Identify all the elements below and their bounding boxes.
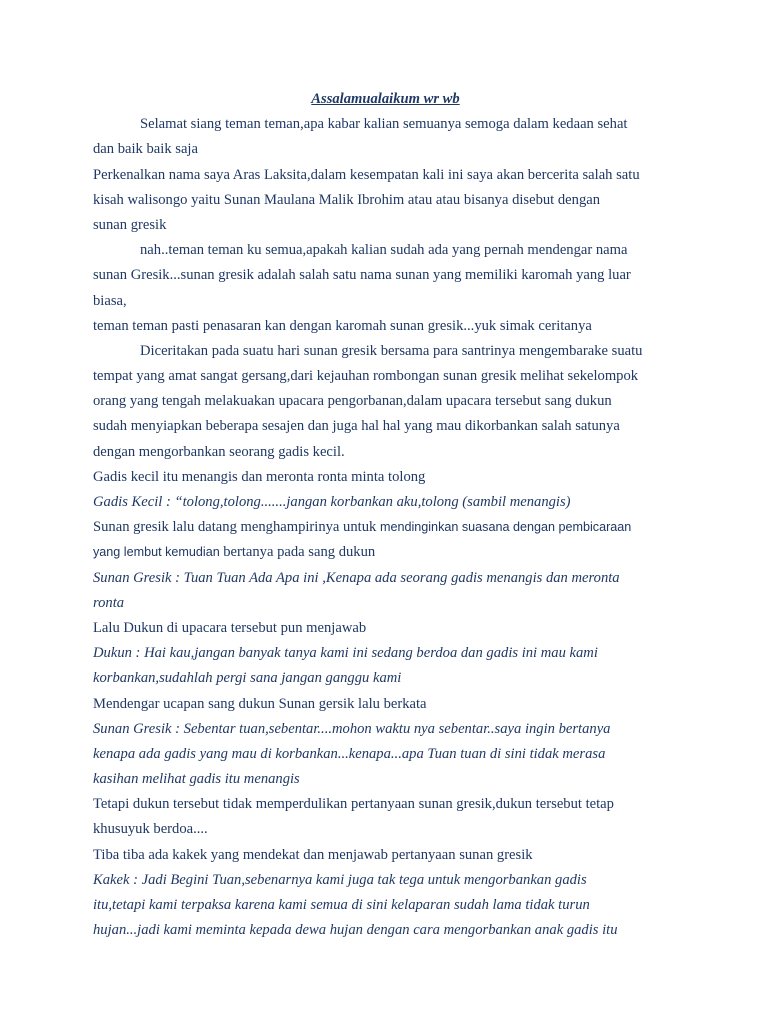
text-line: Diceritakan pada suatu hari sunan gresik bersama para santrinya mengembarake suatu <box>140 342 643 359</box>
text-line: Selamat siang teman teman,apa kabar kalian semuanya semoga dalam kedaan sehat <box>140 116 628 133</box>
text-line: dengan mengorbankan seorang gadis kecil. <box>93 443 345 460</box>
dialogue-line: Sunan Gresik : Tuan Tuan Ada Apa ini ,Kenapa ada seorang gadis menangis dan meronta <box>93 569 620 586</box>
dialogue-line: Kakek : Jadi Begini Tuan,sebenarnya kami juga tak tega untuk mengorbankan gadis <box>93 871 587 888</box>
dialogue-line: ronta <box>93 594 125 611</box>
dialogue-line: Dukun : Hai kau,jangan banyak tanya kami ini sedang berdoa dan gadis ini mau kami <box>93 645 598 662</box>
text-segment: yang lembut kemudian <box>93 545 224 560</box>
text-segment: bertanya pada sang dukun <box>223 544 376 561</box>
dialogue-line: Sunan Gresik : Sebentar tuan,sebentar....mohon waktu nya sebentar..saya ingin bertanya <box>93 720 611 737</box>
text-line: sunan Gresik...sunan gresik adalah salah satu nama sunan yang memiliki karomah yang luar <box>93 267 631 284</box>
dialogue-line: Gadis Kecil : “tolong,tolong.......jangan korbankan aku,tolong (sambil menangis) <box>93 494 571 510</box>
text-line: Perkenalkan nama saya Aras Laksita,dalam kesempatan kali ini saya akan bercerita salah satu <box>93 166 640 183</box>
text-line: biasa, <box>93 292 127 309</box>
text-line <box>93 515 678 540</box>
text-line: Gadis kecil itu menangis dan meronta ronta minta tolong <box>93 468 426 485</box>
text-line: khusuyuk berdoa.... <box>93 821 208 838</box>
text-line: orang yang tengah melakuakan upacara pengorbanan,dalam upacara tersebut sang dukun <box>93 393 612 410</box>
text-line: Mendengar ucapan sang dukun Sunan gersik lalu berkata <box>93 695 427 712</box>
text-line: Tetapi dukun tersebut tidak memperdulikan pertanyaan sunan gresik,dukun tersebut tetap <box>93 796 614 813</box>
text-segment: mendinginkan suasana dengan pembicaraan <box>379 520 632 535</box>
dialogue-line: hujan...jadi kami meminta kepada dewa hujan dengan cara mengorbankan anak gadis itu <box>93 922 618 939</box>
text-line: sunan gresik <box>93 216 167 233</box>
text-line: tempat yang amat sangat gersang,dari kejauhan rombongan sunan gresik melihat sekelompok <box>93 368 639 385</box>
text-line: nah..teman teman ku semua,apakah kalian sudah ada yang pernah mendengar nama <box>140 242 628 259</box>
text-line: Tiba tiba ada kakek yang mendekat dan menjawab pertanyaan sunan gresik <box>93 846 533 863</box>
dialogue-line: kasihan melihat gadis itu menangis <box>93 771 300 788</box>
dialogue-line: korbankan,sudahlah pergi sana jangan ganggu kami <box>93 670 402 687</box>
dialogue-line: kenapa ada gadis yang mau di korbankan...kenapa...apa Tuan tuan di sini tidak merasa <box>93 745 606 762</box>
text-line: Lalu Dukun di upacara tersebut pun menjawab <box>93 619 367 636</box>
text-line: sudah menyiapkan beberapa sesajen dan juga hal hal yang mau dikorbankan salah satunya <box>93 418 620 435</box>
dialogue-line: itu,tetapi kami terpaksa karena kami semua di sini kelaparan sudah lama tidak turun <box>93 897 590 913</box>
document-title: Assalamualaikum wr wb <box>311 91 460 107</box>
text-line: teman teman pasti penasaran kan dengan karomah sunan gresik...yuk simak ceritanya <box>93 317 592 334</box>
text-line: dan baik baik saja <box>93 141 198 158</box>
text-line <box>93 540 678 565</box>
text-line: kisah walisongo yaitu Sunan Maulana Malik Ibrohim atau atau bisanya disebut dengan <box>93 191 601 208</box>
text-segment: Sunan gresik lalu datang menghampirinya untuk <box>93 519 380 536</box>
